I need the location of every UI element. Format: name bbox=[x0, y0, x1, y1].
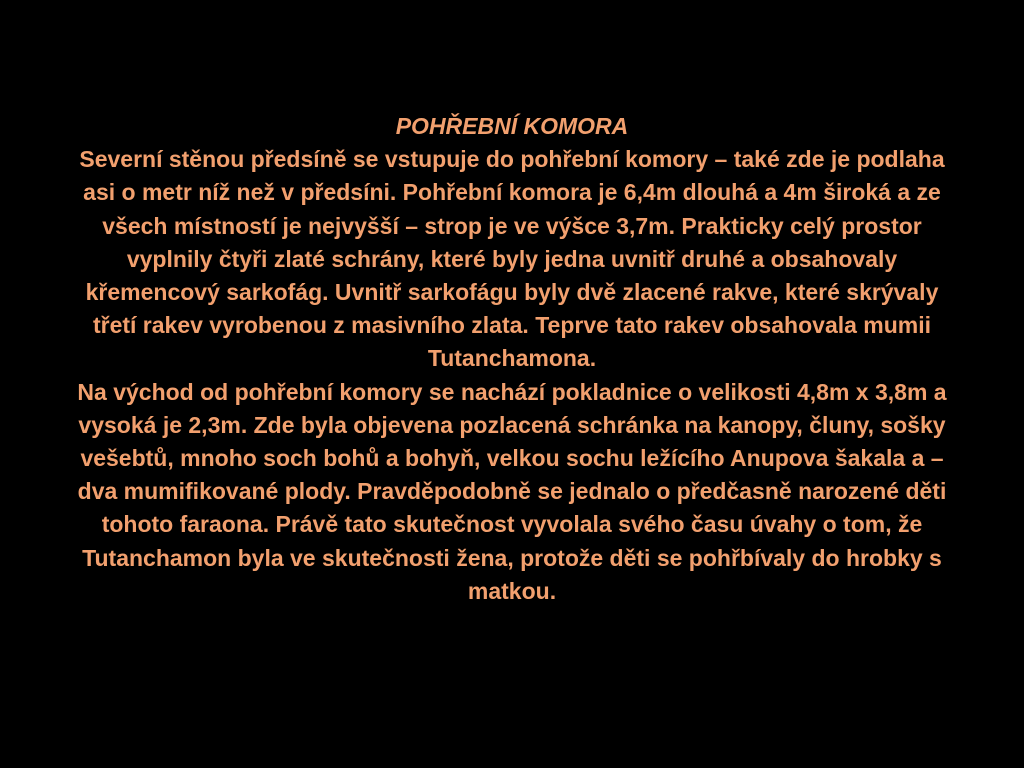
slide-text-block bbox=[70, 110, 954, 608]
paragraph-burial-chamber: Severní stěnou předsíně se vstupuje do pohřební komory – také zde je podlaha asi o metr níž než v předsíni. Pohřební komora je 6,4m dlouhá a 4m široká a ze všech místností je nejvyšší – strop je ve výšce 3,7m. Prakticky celý prostor vyplnily čtyři zlaté schrány, které byly jedna uvnitř druhé a obsahovaly křemencový sarkofág. Uvnitř sarkofágu byly dvě zlacené rakve, které skrývaly třetí rakev vyrobenou z masivního zlata. Teprve tato rakev obsahovala mumii Tutanchamona. bbox=[79, 146, 945, 372]
paragraph-treasury: Na východ od pohřební komory se nachází pokladnice o velikosti 4,8m x 3,8m a vysoká je 2,3m. Zde byla objevena pozlacená schránka na kanopy, čluny, sošky vešebtů, mnoho soch bohů a bohyň, velkou sochu ležícího Anupova šakala a – dva mumifikované plody. Pravděpodobně se jednalo o předčasně narozené děti tohoto faraona. Právě tato skutečnost vyvolala svého času úvahy o tom, že Tutanchamon byla ve skutečnosti žena, protože děti se pohřbívaly do hrobky s matkou. bbox=[77, 378, 947, 604]
slide-title: POHŘEBNÍ KOMORA bbox=[395, 113, 629, 139]
